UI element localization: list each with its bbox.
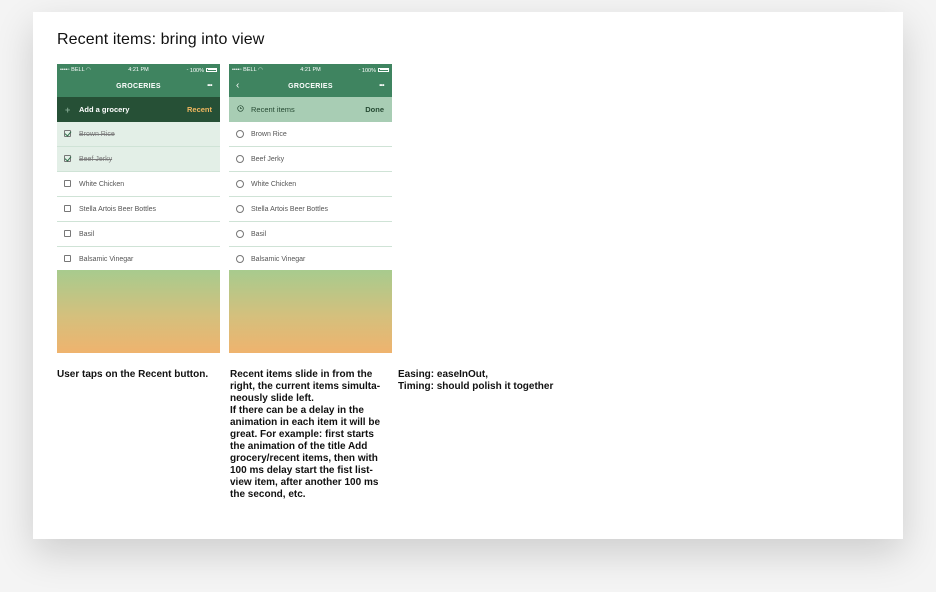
list-item[interactable] xyxy=(229,247,392,272)
checkbox-checked-icon[interactable] xyxy=(64,155,71,162)
list-item[interactable] xyxy=(229,222,392,247)
list-item-label: Brown Rice xyxy=(251,130,287,138)
canvas-card xyxy=(33,12,903,539)
radio-circle-icon[interactable] xyxy=(236,155,244,163)
list-item[interactable] xyxy=(57,247,220,272)
list-item[interactable] xyxy=(57,197,220,222)
status-time: 4:21 PM xyxy=(128,66,149,73)
checkbox-icon[interactable] xyxy=(64,230,71,237)
background-gradient xyxy=(229,270,392,353)
checkbox-icon[interactable] xyxy=(64,205,71,212)
battery-indicator xyxy=(187,66,217,74)
recent-items-bar xyxy=(229,97,392,122)
checkbox-icon[interactable] xyxy=(64,255,71,262)
list-item-label: Brown Rice xyxy=(79,130,115,138)
radio-circle-icon[interactable] xyxy=(236,230,244,238)
list-item-label: White Chicken xyxy=(79,180,125,188)
recent-button[interactable]: Recent xyxy=(186,105,212,114)
battery-icon xyxy=(378,68,389,72)
background-gradient xyxy=(57,270,220,353)
history-icon xyxy=(237,105,244,112)
list-item-label: Beef Jerky xyxy=(79,155,113,163)
list-item[interactable] xyxy=(229,172,392,197)
list-item-label: Basil xyxy=(79,230,95,238)
caption-step-1: User taps on the Recent button. xyxy=(57,369,209,380)
phone-screen-after xyxy=(229,64,392,353)
list-item[interactable] xyxy=(229,197,392,222)
nav-title: GROCERIES xyxy=(288,82,333,90)
list-item-label: Beef Jerky xyxy=(251,155,285,163)
caption-easing: Easing: easeInOut, Timing: should polish it together xyxy=(398,369,554,392)
phone-screen-before xyxy=(57,64,220,353)
radio-circle-icon[interactable] xyxy=(236,180,244,188)
list-item[interactable] xyxy=(229,122,392,147)
battery-indicator xyxy=(359,66,389,74)
status-bar xyxy=(229,64,392,75)
carrier-label: ••••◦ BELL ◠ xyxy=(60,66,91,73)
radio-circle-icon[interactable] xyxy=(236,255,244,263)
battery-label: ᱼ 100% xyxy=(186,67,204,74)
add-grocery-bar[interactable] xyxy=(57,97,220,122)
list-item-label: Balsamic Vinegar xyxy=(79,255,134,263)
add-grocery-label[interactable]: Add a grocery xyxy=(79,105,130,114)
status-bar xyxy=(57,64,220,75)
back-chevron-icon[interactable]: ‹ xyxy=(236,80,240,91)
done-button[interactable]: Done xyxy=(365,105,384,114)
nav-title: GROCERIES xyxy=(116,82,161,90)
list-item-label: Basil xyxy=(251,230,267,238)
plus-icon: + xyxy=(65,104,71,115)
checkbox-checked-icon[interactable] xyxy=(64,130,71,137)
list-item-label: Balsamic Vinegar xyxy=(251,255,306,263)
caption-step-2: Recent items slide in from the right, the current items simulta-neously slide left. If there can be a delay in the animation in each item it will be great. For example: first starts the animation of the title Add grocery/recent items, then with 100 ms delay start the fist list-view item, after another 100 ms the second, etc. xyxy=(230,369,381,500)
radio-circle-icon[interactable] xyxy=(236,130,244,138)
battery-label: ᱼ 100% xyxy=(358,67,376,74)
list-item-label: Stella Artois Beer Bottles xyxy=(79,205,157,213)
list-item[interactable] xyxy=(229,147,392,172)
more-menu-icon[interactable]: ••• xyxy=(379,83,384,89)
carrier-label: ••••◦ BELL ◠ xyxy=(232,66,263,73)
nav-bar xyxy=(57,75,220,97)
list-item[interactable] xyxy=(57,172,220,197)
list-item-label: Stella Artois Beer Bottles xyxy=(251,205,329,213)
battery-icon xyxy=(206,68,217,72)
checkbox-icon[interactable] xyxy=(64,180,71,187)
recent-items-label: Recent items xyxy=(251,105,295,114)
nav-bar xyxy=(229,75,392,97)
list-item[interactable] xyxy=(57,147,220,172)
list-item[interactable] xyxy=(57,122,220,147)
more-menu-icon[interactable]: ••• xyxy=(207,83,212,89)
list-item-label: White Chicken xyxy=(251,180,297,188)
page-title: Recent items: bring into view xyxy=(57,31,265,48)
list-item[interactable] xyxy=(57,222,220,247)
status-time: 4:21 PM xyxy=(300,66,321,73)
radio-circle-icon[interactable] xyxy=(236,205,244,213)
